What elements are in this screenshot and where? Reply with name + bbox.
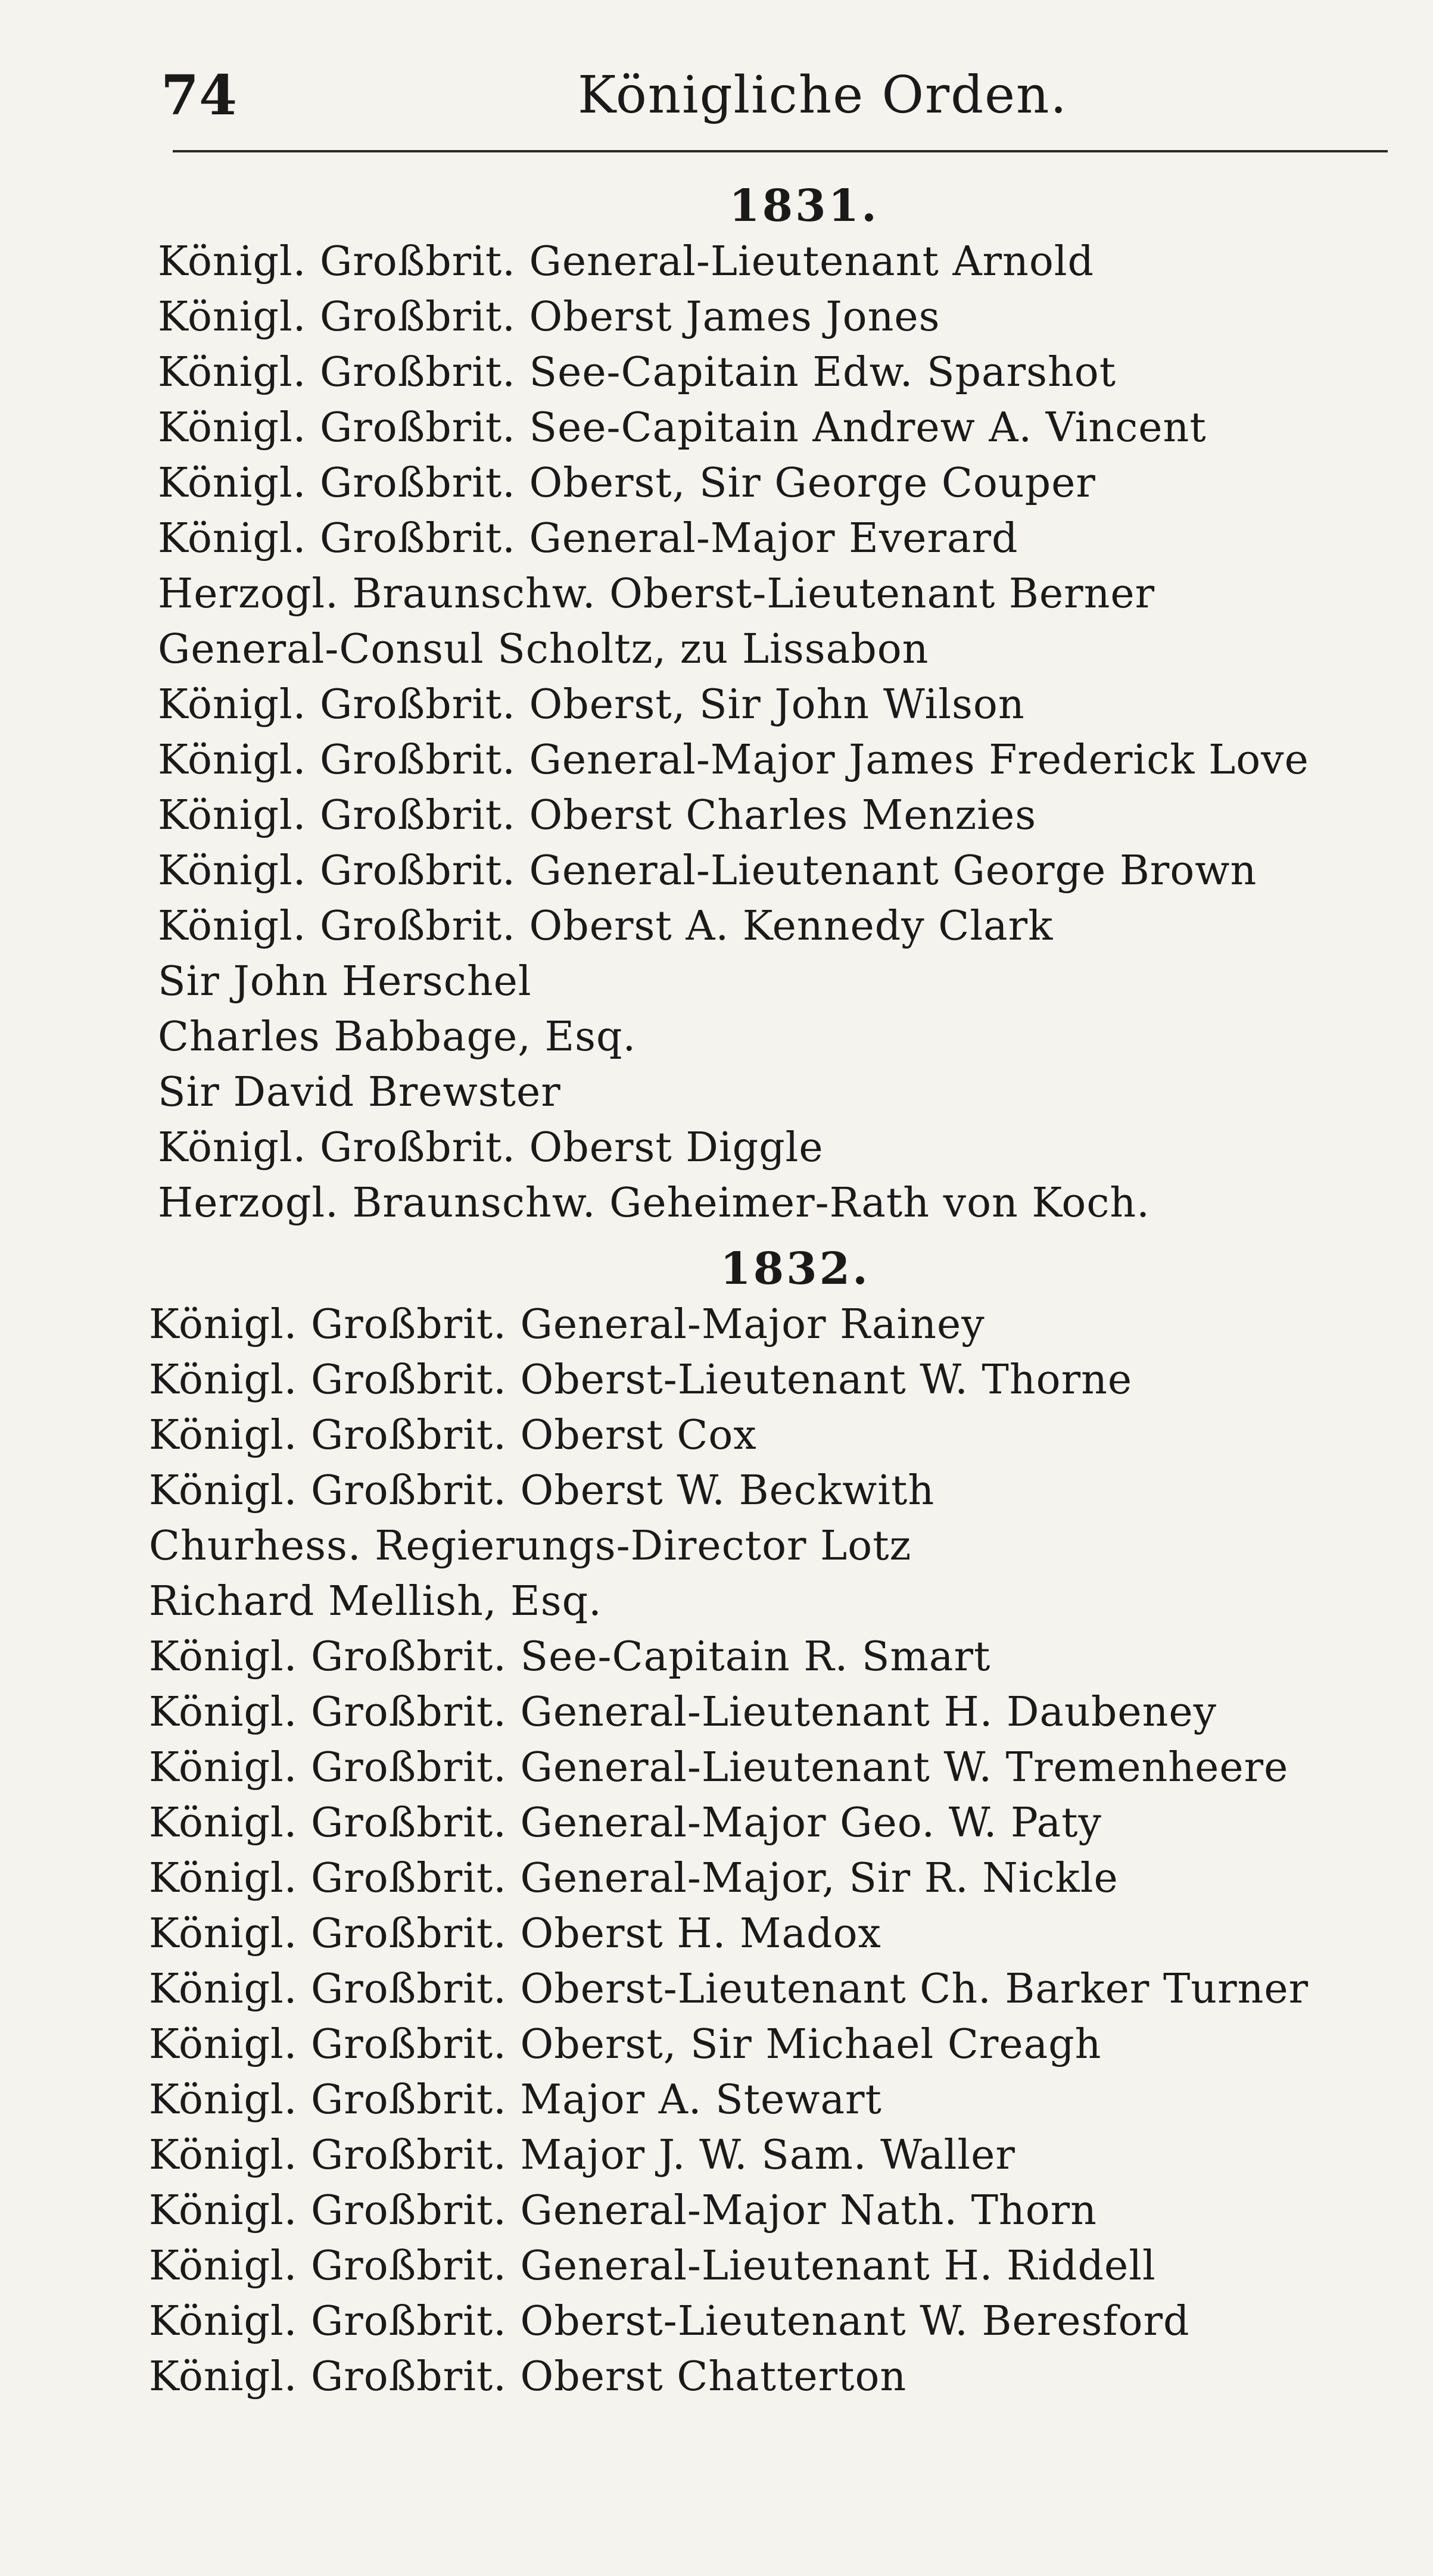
list-item: Sir John Herschel xyxy=(158,958,532,1005)
list-item: Königl. Großbrit. General-Major Nath. Thorn xyxy=(149,2187,1097,2234)
list-item: Königl. Großbrit. See-Capitain Edw. Sparshot xyxy=(158,349,1117,396)
list-item: Königl. Großbrit. Oberst H. Madox xyxy=(149,1910,881,1957)
header-rule xyxy=(173,150,1388,152)
list-item: Königl. Großbrit. Oberst-Lieutenant W. Thorne xyxy=(149,1356,1133,1404)
list-item: Königl. Großbrit. Oberst Charles Menzies xyxy=(158,792,1037,839)
year-section-1832 xyxy=(149,1242,1418,2405)
list-item: Königl. Großbrit. Oberst Chatterton xyxy=(149,2353,907,2400)
list-item: Königl. Großbrit. Oberst Cox xyxy=(149,1412,757,1459)
list-item: Königl. Großbrit. Oberst-Lieutenant W. Beresford xyxy=(149,2298,1190,2345)
list-item: Königl. Großbrit. Major A. Stewart xyxy=(149,2076,882,2123)
list-item: Königl. Großbrit. See-Capitain Andrew A. Vincent xyxy=(158,404,1207,451)
list-item: Königl. Großbrit. General-Lieutenant Arnold xyxy=(158,238,1095,285)
list-item: Königl. Großbrit. Oberst James Jones xyxy=(158,294,940,341)
list-item: Königl. Großbrit. General-Major, Sir R. Nickle xyxy=(149,1855,1119,1902)
list-item: Königl. Großbrit. General-Major James Frederick Love xyxy=(158,737,1309,784)
list-item: Herzogl. Braunschw. Geheimer-Rath von Koch. xyxy=(158,1180,1150,1227)
year-section-1831 xyxy=(158,179,1426,1231)
running-title: Königliche Orden. xyxy=(578,66,1068,125)
list-item: Churhess. Regierungs-Director Lotz xyxy=(149,1523,912,1570)
entry-list xyxy=(149,1297,1418,2405)
list-item: Königl. Großbrit. Major J. W. Sam. Waller xyxy=(149,2132,1015,2179)
list-item: Königl. Großbrit. General-Major Everard xyxy=(158,515,1018,562)
list-item: Königl. Großbrit. Oberst, Sir Michael Creagh xyxy=(149,2021,1102,2068)
year-heading: 1832. xyxy=(720,1243,870,1295)
list-item: Königl. Großbrit. See-Capitain R. Smart xyxy=(149,1633,991,1680)
list-item: Königl. Großbrit. Oberst-Lieutenant Ch. Barker Turner xyxy=(149,1966,1309,2013)
page-header xyxy=(161,57,1388,134)
list-item: Sir David Brewster xyxy=(158,1069,561,1116)
list-item: Königl. Großbrit. General-Major Rainey xyxy=(149,1301,985,1348)
list-item: Königl. Großbrit. General-Lieutenant H. Riddell xyxy=(149,2243,1156,2290)
list-item: Charles Babbage, Esq. xyxy=(158,1013,637,1061)
list-item: Königl. Großbrit. Oberst, Sir George Couper xyxy=(158,460,1096,507)
list-item: Herzogl. Braunschw. Oberst-Lieutenant Berner xyxy=(158,570,1155,618)
entry-list xyxy=(158,234,1426,1231)
list-item: Königl. Großbrit. General-Lieutenant H. Daubeney xyxy=(149,1689,1217,1736)
list-item: Königl. Großbrit. Oberst A. Kennedy Clark xyxy=(158,903,1054,950)
page-number: 74 xyxy=(161,63,238,127)
list-item: Richard Mellish, Esq. xyxy=(149,1578,602,1625)
year-heading: 1831. xyxy=(729,180,879,232)
list-item: Königl. Großbrit. Oberst Diggle xyxy=(158,1124,824,1171)
list-item: Königl. Großbrit. General-Lieutenant W. Tremenheere xyxy=(149,1744,1289,1791)
list-item: Königl. Großbrit. Oberst, Sir John Wilson xyxy=(158,681,1025,728)
list-item: Königl. Großbrit. General-Major Geo. W. Paty xyxy=(149,1800,1102,1847)
list-item: General-Consul Scholtz, zu Lissabon xyxy=(158,626,929,673)
list-item: Königl. Großbrit. General-Lieutenant George Brown xyxy=(158,847,1257,894)
list-item: Königl. Großbrit. Oberst W. Beckwith xyxy=(149,1467,935,1514)
